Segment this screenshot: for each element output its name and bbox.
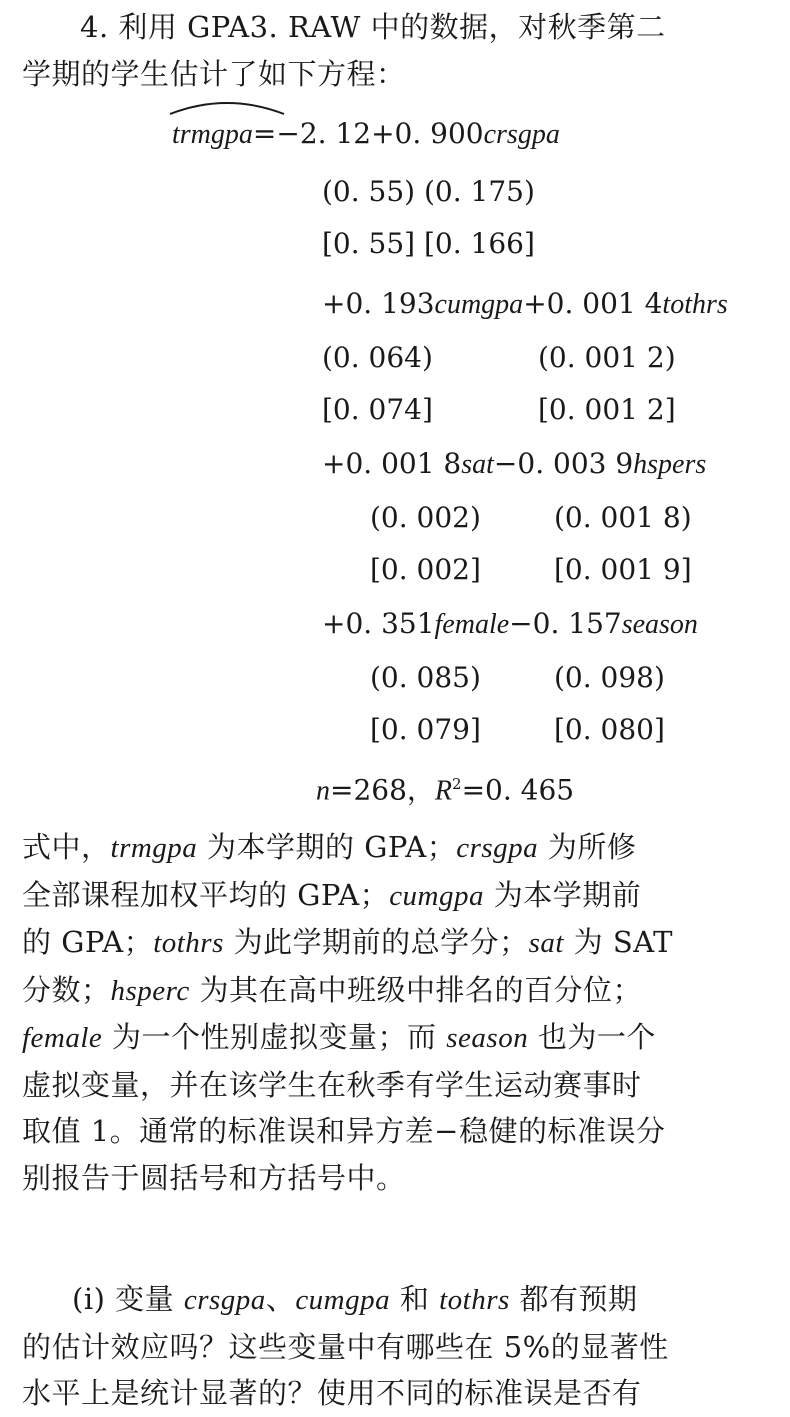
equation-row-11b: (0. 098)	[554, 661, 665, 694]
equation-row-5a: (0. 064)	[322, 341, 433, 374]
equation-row-4: +0. 193cumgpa+0. 001 4tothrs	[322, 287, 728, 320]
equation-row-9b: [0. 001 9]	[554, 553, 692, 586]
equation-row-5b: (0. 001 2)	[538, 341, 676, 374]
equation-row-9a: [0. 002]	[370, 553, 481, 586]
equation-row-1: trmgpa=−2. 12+0. 900crsgpa	[172, 114, 560, 155]
problem-intro	[22, 4, 770, 97]
equation-row-12b: [0. 080]	[554, 713, 665, 746]
equation-row-6b: [0. 001 2]	[538, 393, 676, 426]
equation-row-11a: (0. 085)	[370, 661, 481, 694]
intro-line-1: 4. 利用 GPA3. RAW 中的数据，对秋季第二	[80, 10, 666, 44]
equation-row-12a: [0. 079]	[370, 713, 481, 746]
equation-row-8a: (0. 002)	[370, 501, 481, 534]
hat-symbol	[168, 98, 286, 116]
equation-row-6a: [0. 074]	[322, 393, 433, 426]
equation-row-13: n=268，$R^2=0$. 465	[316, 773, 575, 807]
question-i: (i) 变量 crsgpa、cumgpa 和 tothrs 都有预期 的估计效应吗？这些变量中有哪些在 5%的显著性 水平上是统计显著的？使用不同的标准误是否有	[22, 1282, 669, 1410]
intro-line-2: 学期的学生估计了如下方程：	[22, 56, 406, 91]
equation-row-3: [0. 55] [0. 166]	[322, 227, 535, 260]
definitions-paragraph: 式中，trmgpa 为本学期的 GPA；crsgpa 为所修 全部课程加权平均的 GPA；cumgpa 为本学期前 的 GPA；tothrs 为此学期前的总学分；sat 为 SAT 分数；hsperc 为其在高中班级中排名的百分位； female 为一个性别虚拟变量；而 season 也为一个 虚拟变量，并在该学生在秋季有学生运动赛事时 取值 1。通常的标准误和异方差−稳健的标准误分 别报告于圆括号和方括号中。	[22, 830, 673, 1195]
equation-row-7: +0. 001 8sat−0. 003 9hspers	[322, 447, 707, 480]
equation-row-8b: (0. 001 8)	[554, 501, 692, 534]
equation-row-10: +0. 351female−0. 157season	[322, 607, 698, 640]
equation-lhs: trmgpa	[172, 114, 253, 155]
equation-row-2: (0. 55) (0. 175)	[322, 175, 535, 208]
